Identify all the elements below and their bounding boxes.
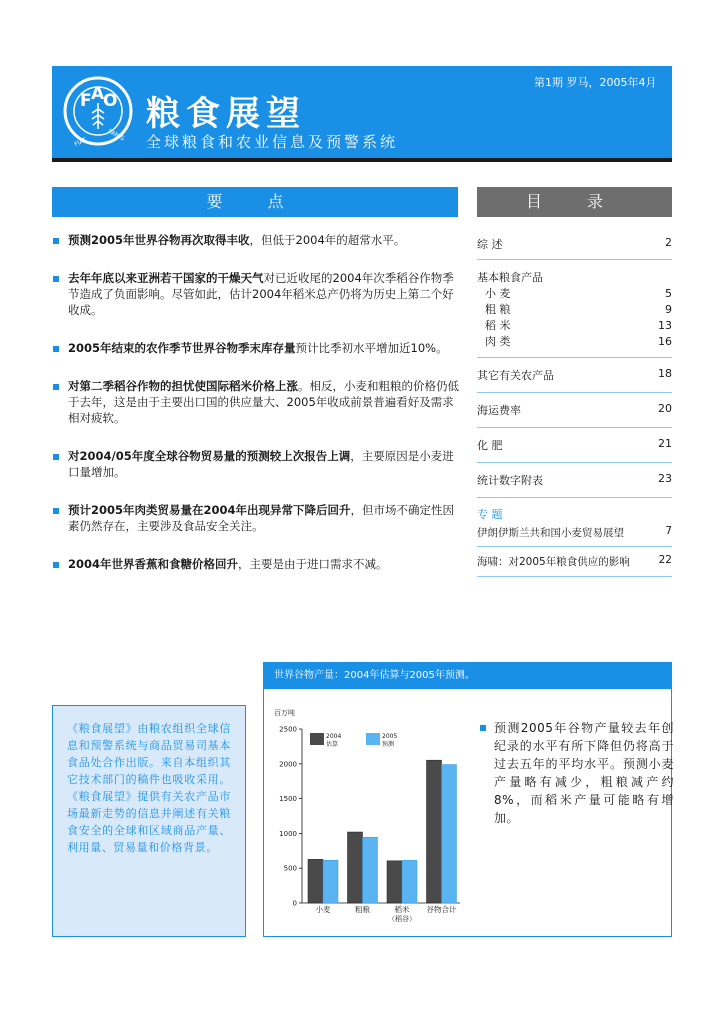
toc-group-basic [477, 260, 672, 357]
x-tick-label: 稻米 [394, 905, 410, 914]
highlight-item: 对2004/05年度全球谷物贸易量的预测较上次报告上调，主要原因是小麦进口量增加。 [52, 448, 462, 480]
y-tick-label: 1500 [279, 795, 297, 804]
bar-2004 [308, 859, 323, 903]
legend-desc: 预测 [382, 741, 395, 748]
toc-entry[interactable]: 稻 米 13 [485, 319, 672, 332]
toc-entry[interactable]: 统计数字附表 23 [477, 472, 672, 487]
highlight-item: 预测2005年世界谷物再次取得丰收，但低于2004年的超常水平。 [52, 232, 462, 248]
bar-2005 [363, 837, 378, 903]
table-of-contents [477, 228, 672, 577]
bar-2004 [348, 832, 363, 903]
fao-logo-icon [62, 73, 134, 153]
toc-entry-overview[interactable]: 综 述 2 [477, 236, 672, 251]
y-tick-label: 2500 [279, 725, 297, 734]
toc-entry[interactable]: 海啸：对2005年粮食供应的影响 22 [477, 554, 672, 568]
legend-desc: 估算 [326, 741, 339, 748]
highlight-item: 对第二季稻谷作物的担忧使国际稻米价格上涨。相反，小麦和粗粮的价格仍低于去年，这是由于主要出口国的供应量大、2005年收成前景普遍看好及需求相对疲软。 [52, 378, 462, 426]
svg-text:A: A [91, 84, 105, 104]
y-tick-label: 0 [292, 899, 297, 908]
legend-swatch [310, 733, 324, 745]
bar-2004 [387, 861, 402, 903]
x-tick-label: 谷物合计 [426, 905, 457, 914]
legend-year: 2005 [382, 733, 398, 740]
legend-year: 2004 [326, 733, 342, 740]
publication-subtitle: 全球粮食和农业信息及预警系统 [146, 133, 399, 151]
toc-group-title: 基本粮食产品 [477, 271, 543, 284]
highlight-item: 预计2005年肉类贸易量在2004年出现异常下降后回升，但市场不确定性因素仍然存在，主要涉及食品安全关注。 [52, 502, 462, 534]
svg-text:FIAT: FIAT [73, 136, 88, 149]
toc-entry[interactable]: 小 麦 5 [485, 287, 672, 300]
bar-2005 [402, 860, 417, 903]
cereal-production-chart [272, 703, 472, 935]
y-tick-label: 500 [283, 864, 297, 873]
highlights-heading: 要 点 [52, 187, 458, 217]
highlight-item: 2005年结束的农作季节世界谷物季末库存量预计比季初水平增加近10%。 [52, 340, 462, 356]
chart-panel [263, 662, 672, 937]
toc-group-special [477, 498, 672, 546]
chart-heading: 世界谷物产量：2004年估算与2005年预测。 [264, 663, 671, 689]
svg-text:O: O [103, 91, 118, 111]
bar-2005 [442, 764, 457, 903]
toc-entry[interactable]: 粗 粮 9 [485, 303, 672, 316]
y-tick-label: 1000 [279, 829, 297, 838]
x-tick-sublabel: （稻谷） [388, 915, 416, 923]
toc-special-title: 专 题 [477, 508, 503, 521]
y-tick-label: 2000 [279, 760, 297, 769]
svg-text:F: F [80, 91, 92, 111]
highlight-item: 2004年世界香蕉和食糖价格回升，主要是由于进口需求不减。 [52, 556, 462, 572]
bar-2004 [427, 760, 442, 903]
contents-heading: 目 录 [477, 187, 672, 217]
chart-commentary: 预测2005年谷物产量较去年创纪录的水平有所下降但仍将高于过去五年的平均水平。预测小麦产量略有减少，粗粮减产约8%，而稻米产量可能略有增加。 [480, 719, 674, 827]
toc-divider [477, 576, 672, 577]
issue-info: 第1期 罗马，2005年4月 [534, 76, 657, 89]
highlights-list [52, 232, 462, 572]
toc-entry[interactable]: 伊朗伊斯兰共和国小麦贸易展望 7 [477, 525, 672, 539]
x-tick-label: 小麦 [315, 905, 331, 914]
bar-2005 [323, 860, 338, 903]
svg-text:PANIS: PANIS [106, 128, 126, 143]
legend-swatch [366, 733, 380, 745]
toc-entry[interactable]: 化 肥 21 [477, 437, 672, 452]
publication-note-text: 《粮食展望》由粮农组织全球信息和预警系统与商品贸易司基本食品处合作出版。来自本组织其它技术部门的稿件也吸收采用。《粮食展望》提供有关农产品市场最新走势的信息并阐述有关粮食安全的全球和区域商品产量、利用量、贸易量和价格背景。 [67, 722, 231, 854]
highlight-item: 去年年底以来亚洲若干国家的干燥天气对已近收尾的2004年次季稻谷作物季节造成了负面影响。尽管如此，估计2004年稻米总产仍将为历史上第二个好收成。 [52, 270, 462, 318]
header-underline [52, 158, 672, 162]
publication-note-box [52, 705, 246, 937]
toc-entry[interactable]: 肉 类 16 [485, 335, 672, 348]
publication-title: 粮食展望 [146, 94, 306, 134]
toc-entry[interactable]: 其它有关农产品 18 [477, 367, 672, 382]
toc-entry[interactable]: 海运费率 20 [477, 402, 672, 417]
x-tick-label: 粗粮 [355, 905, 370, 914]
y-axis-label: 百万吨 [274, 709, 295, 717]
